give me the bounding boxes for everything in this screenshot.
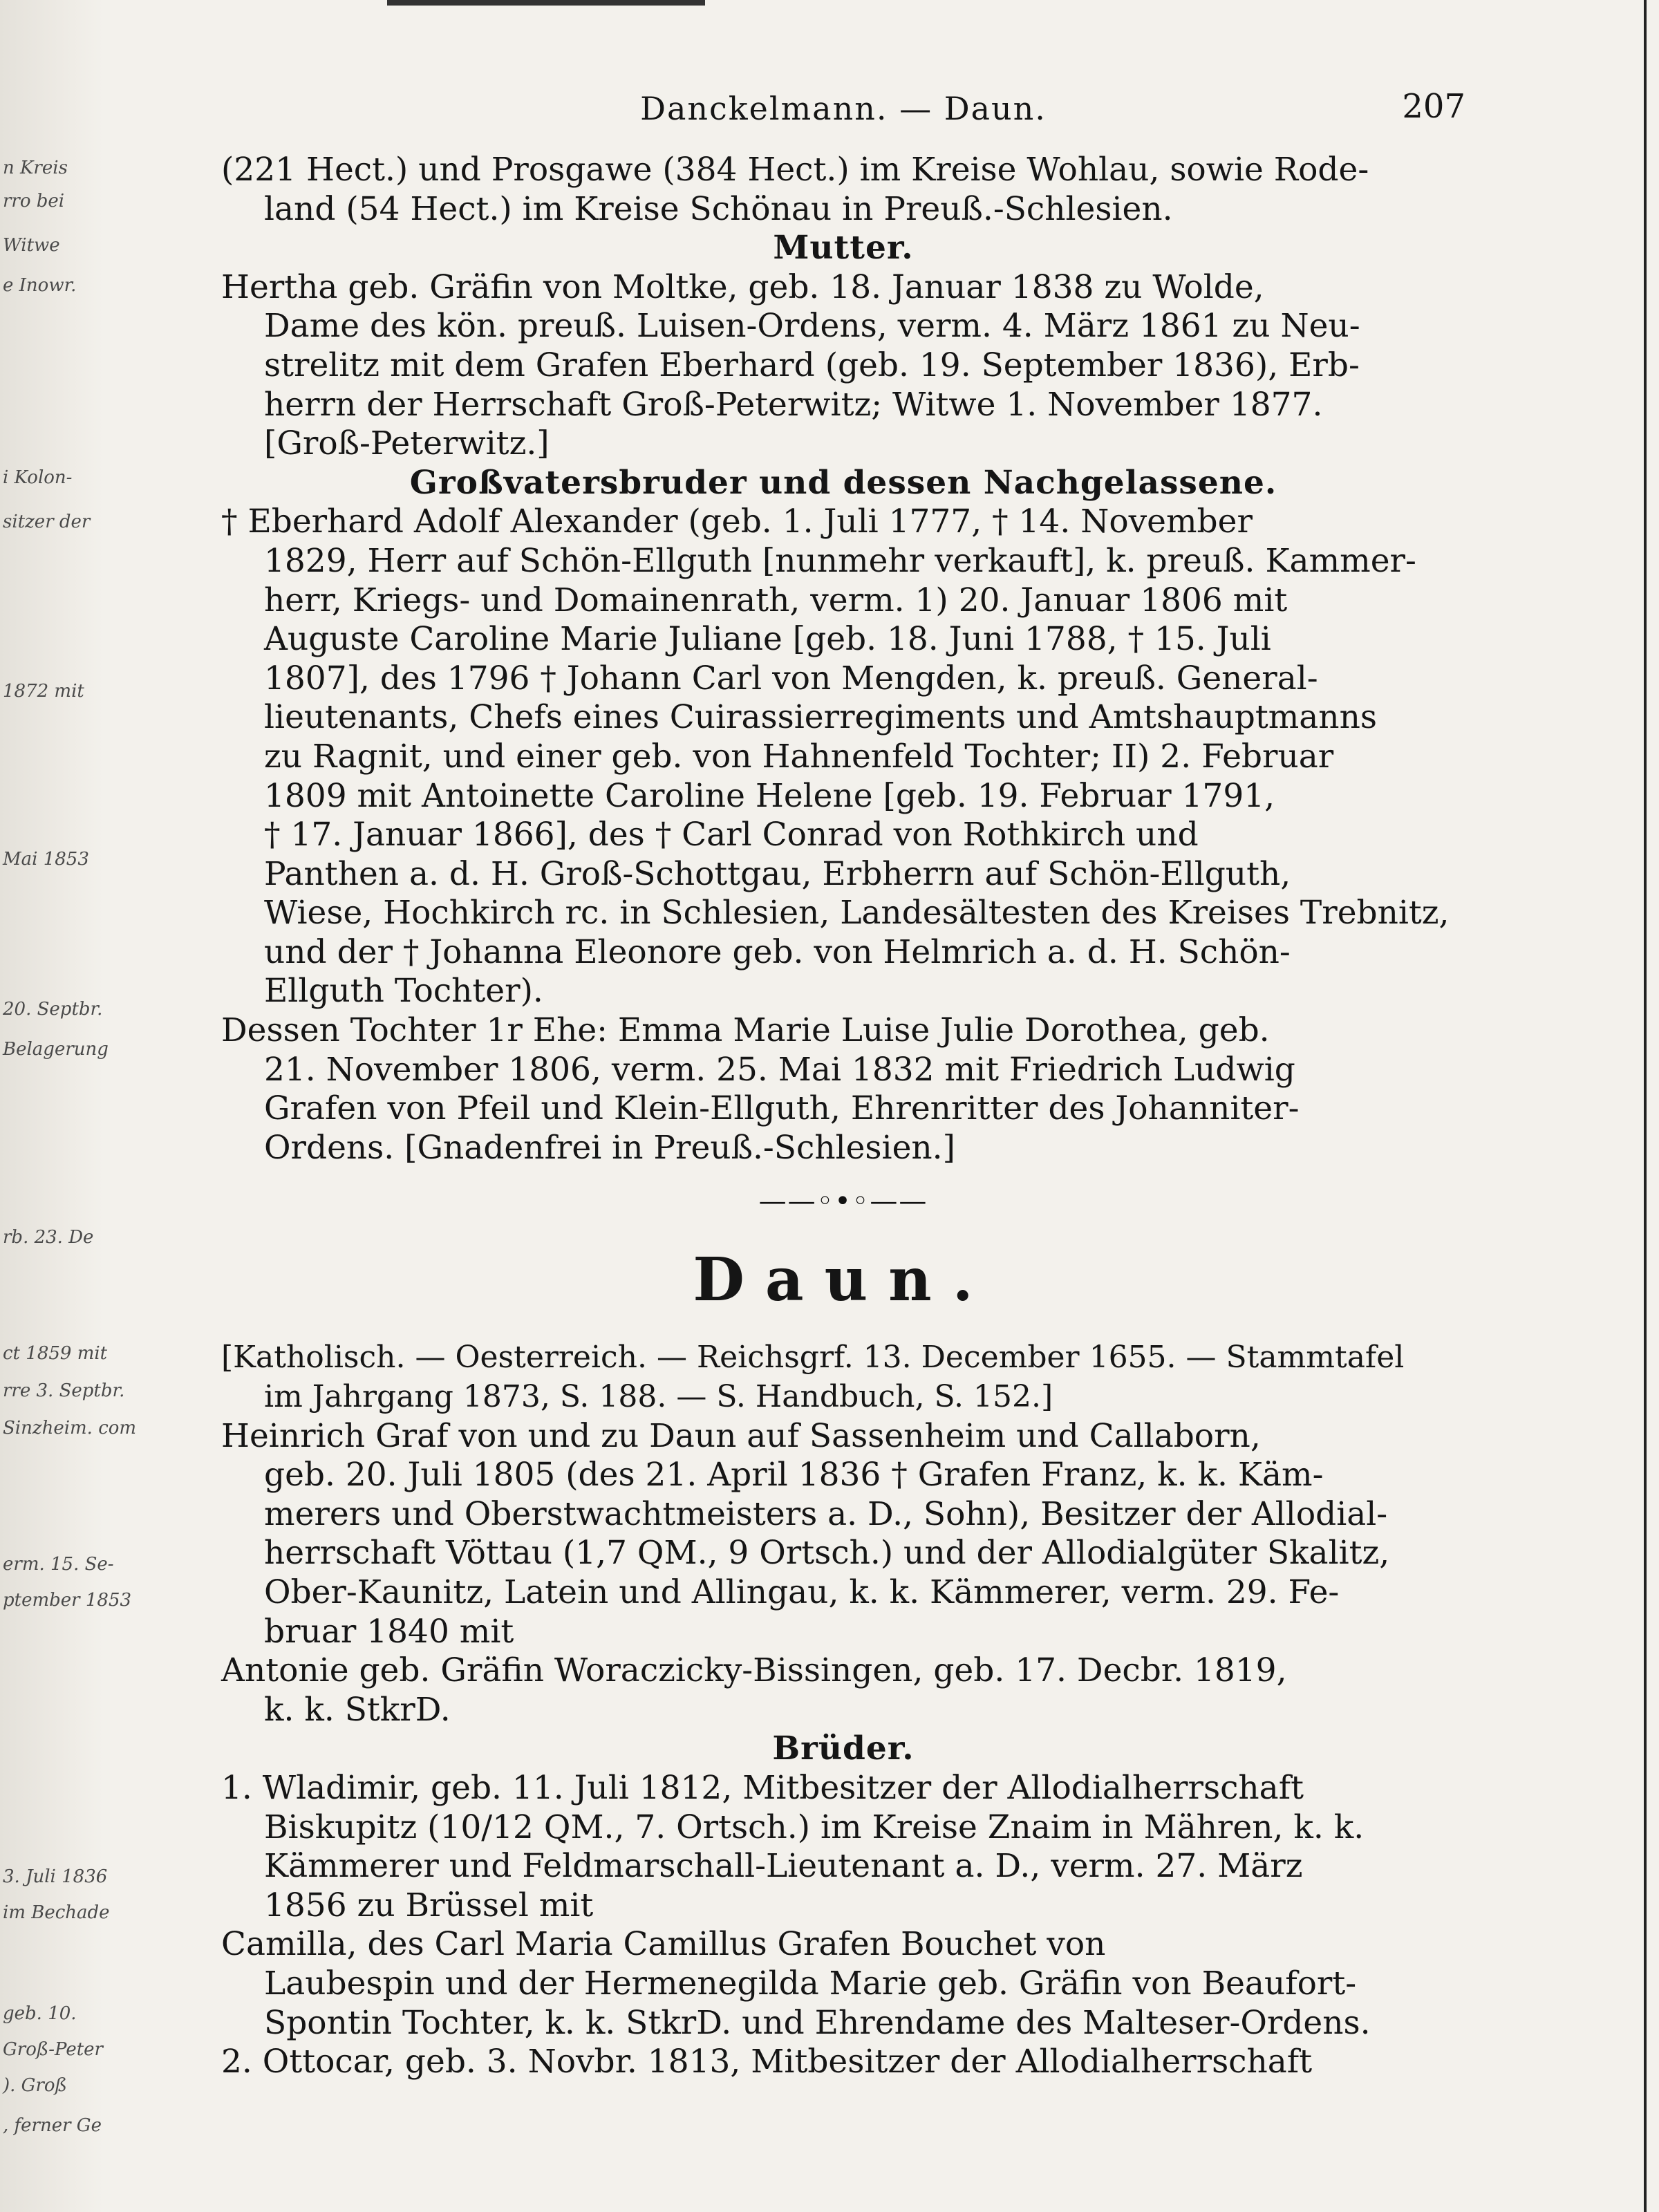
text-line: Panthen a. d. H. Groß-Schottgau, Erbherrn auf Schön-Ellguth, (264, 854, 1291, 893)
text-line: [Katholisch. — Oesterreich. — Reichsgrf. 13. December 1655. — Stammtafel (221, 1340, 1405, 1376)
margin-fragment: erm. 15. Se- (3, 1554, 114, 1575)
text-line: merers und Oberstwachtmeisters a. D., Sohn), Besitzer der Allodial- (264, 1494, 1388, 1533)
margin-fragment: 1872 mit (3, 681, 84, 702)
text-line: herrschaft Vöttau (1,7 QM., 9 Ortsch.) und der Allodialgüter Skalitz, (264, 1534, 1390, 1573)
text-line: 1. Wladimir, geb. 11. Juli 1812, Mitbesitzer der Allodialherrschaft (221, 1768, 1304, 1807)
book-page (221, 83, 1465, 2082)
text-line: Heinrich Graf von und zu Daun auf Sassenheim und Callaborn, (221, 1416, 1261, 1455)
text-line: Ober-Kaunitz, Latein und Allingau, k. k. Kämmerer, verm. 29. Fe- (264, 1573, 1340, 1611)
margin-fragment: rro bei (3, 191, 65, 212)
margin-fragment: e Inowr. (3, 275, 77, 296)
text-line: Spontin Tochter, k. k. StkrD. und Ehrendame des Malteser-Ordens. (264, 2003, 1371, 2042)
text-line: Kämmerer und Feldmarschall-Lieutenant a. D., verm. 27. März (264, 1847, 1303, 1886)
text-line: Ordens. [Gnadenfrei in Preuß.-Schlesien.] (264, 1128, 955, 1167)
margin-fragment: Belagerung (3, 1039, 109, 1060)
text-line: Biskupitz (10/12 QM., 7. Ortsch.) im Kreise Znaim in Mähren, k. k. (264, 1808, 1365, 1846)
text-line: lieutenants, Chefs eines Cuirassierregiments und Amtshauptmanns (264, 698, 1377, 737)
margin-fragment: ). Groß (3, 2075, 67, 2096)
section-divider-ornament: ——◦•◦—— (758, 1185, 928, 1218)
margin-fragment: ct 1859 mit (3, 1343, 108, 1364)
margin-fragment: i Kolon- (3, 467, 73, 488)
text-line: Camilla, des Carl Maria Camillus Grafen Bouchet von (221, 1925, 1106, 1964)
margin-fragment: Groß-Peter (3, 2039, 103, 2060)
text-line: 1807], des 1796 † Johann Carl von Mengden, k. preuß. General- (264, 659, 1318, 697)
text-line: 2. Ottocar, geb. 3. Novbr. 1813, Mitbesitzer der Allodialherrschaft (221, 2043, 1313, 2081)
margin-fragment: Mai 1853 (3, 849, 89, 870)
text-line: herr, Kriegs- und Domainenrath, verm. 1) 20. Januar 1806 mit (264, 581, 1288, 619)
page-number: 207 (1402, 87, 1465, 126)
running-title: Danckelmann. — Daun. (640, 90, 1047, 127)
text-line: geb. 20. Juli 1805 (des 21. April 1836 † Grafen Franz, k. k. Käm- (264, 1456, 1324, 1494)
margin-fragment: Sinzheim. com (3, 1418, 137, 1438)
text-line: Wiese, Hochkirch rc. in Schlesien, Landesältesten des Kreises Trebnitz, (264, 894, 1450, 932)
text-line: [Groß-Peterwitz.] (264, 424, 550, 463)
margin-fragment: rb. 23. De (3, 1227, 94, 1248)
text-line: (221 Hect.) und Prosgawe (384 Hect.) im Kreise Wohlau, sowie Rode- (221, 151, 1369, 189)
text-line: † Eberhard Adolf Alexander (geb. 1. Juli 1777, † 14. November (221, 503, 1253, 541)
text-line: Dessen Tochter 1r Ehe: Emma Marie Luise Julie Dorothea, geb. (221, 1011, 1270, 1050)
text-line: Ellguth Tochter). (264, 972, 543, 1011)
text-line: Antonie geb. Gräfin Woraczicky-Bissingen, geb. 17. Decbr. 1819, (221, 1651, 1287, 1690)
running-head (221, 83, 1465, 138)
family-heading-daun: Daun. (693, 1245, 994, 1315)
text-line: und der † Johanna Eleonore geb. von Helmrich a. d. H. Schön- (264, 932, 1291, 971)
text-line: Laubespin und der Hermenegilda Marie geb. Gräfin von Beaufort- (264, 1964, 1357, 2003)
right-edge-rule (1644, 0, 1647, 2212)
text-line: 1856 zu Brüssel mit (264, 1886, 594, 1924)
margin-fragment: 3. Juli 1836 (3, 1866, 108, 1887)
text-line: strelitz mit dem Grafen Eberhard (geb. 19. September 1836), Erb- (264, 346, 1360, 384)
margin-fragment: ptember 1853 (3, 1590, 132, 1611)
text-line: Auguste Caroline Marie Juliane [geb. 18. Juni 1788, † 15. Juli (264, 620, 1271, 659)
text-line: Hertha geb. Gräfin von Moltke, geb. 18. Januar 1838 zu Wolde, (221, 268, 1264, 306)
margin-fragment: 20. Septbr. (3, 999, 103, 1020)
margin-fragment: rre 3. Septbr. (3, 1380, 125, 1401)
text-line: land (54 Hect.) im Kreise Schönau in Preuß.-Schlesien. (264, 189, 1173, 228)
text-line: 1829, Herr auf Schön-Ellguth [nunmehr verkauft], k. preuß. Kammer- (264, 541, 1416, 580)
text-line: zu Ragnit, und einer geb. von Hahnenfeld Tochter; II) 2. Februar (264, 737, 1334, 776)
text-line: Dame des kön. preuß. Luisen-Ordens, verm. 4. März 1861 zu Neu- (264, 307, 1360, 346)
text-line: im Jahrgang 1873, S. 188. — S. Handbuch, S. 152.] (264, 1379, 1053, 1415)
text-line: Grafen von Pfeil und Klein-Ellguth, Ehrenritter des Johanniter- (264, 1089, 1300, 1128)
text-line: † 17. Januar 1866], des † Carl Conrad von Rothkirch und (264, 816, 1199, 854)
text-line: 21. November 1806, verm. 25. Mai 1832 mit Friedrich Ludwig (264, 1050, 1295, 1089)
text-line: 1809 mit Antoinette Caroline Helene [geb. 19. Februar 1791, (264, 776, 1275, 815)
text-line: herrn der Herrschaft Groß-Peterwitz; Witwe 1. November 1877. (264, 385, 1323, 424)
section-heading-mutter: Mutter. (773, 229, 914, 268)
daun-intro (221, 1338, 1465, 1416)
margin-fragment: , ferner Ge (3, 2115, 102, 2136)
daun-section (221, 1417, 1465, 2082)
danckelmann-section (221, 151, 1465, 1168)
margin-fragment: n Kreis (3, 158, 68, 178)
text-line: bruar 1840 mit (264, 1612, 514, 1651)
section-heading-brueder: Brüder. (772, 1730, 915, 1768)
adjacent-page-margin (0, 0, 137, 2212)
margin-fragment: sitzer der (3, 512, 91, 532)
section-heading-grossvatersbruder: Großvatersbruder und dessen Nachgelassene. (409, 463, 1277, 502)
text-line: k. k. StkrD. (264, 1690, 451, 1729)
margin-fragment: im Bechade (3, 1902, 110, 1923)
margin-fragment: Witwe (3, 235, 60, 256)
top-edge-smudge (387, 0, 705, 6)
margin-fragment: geb. 10. (3, 2003, 77, 2024)
